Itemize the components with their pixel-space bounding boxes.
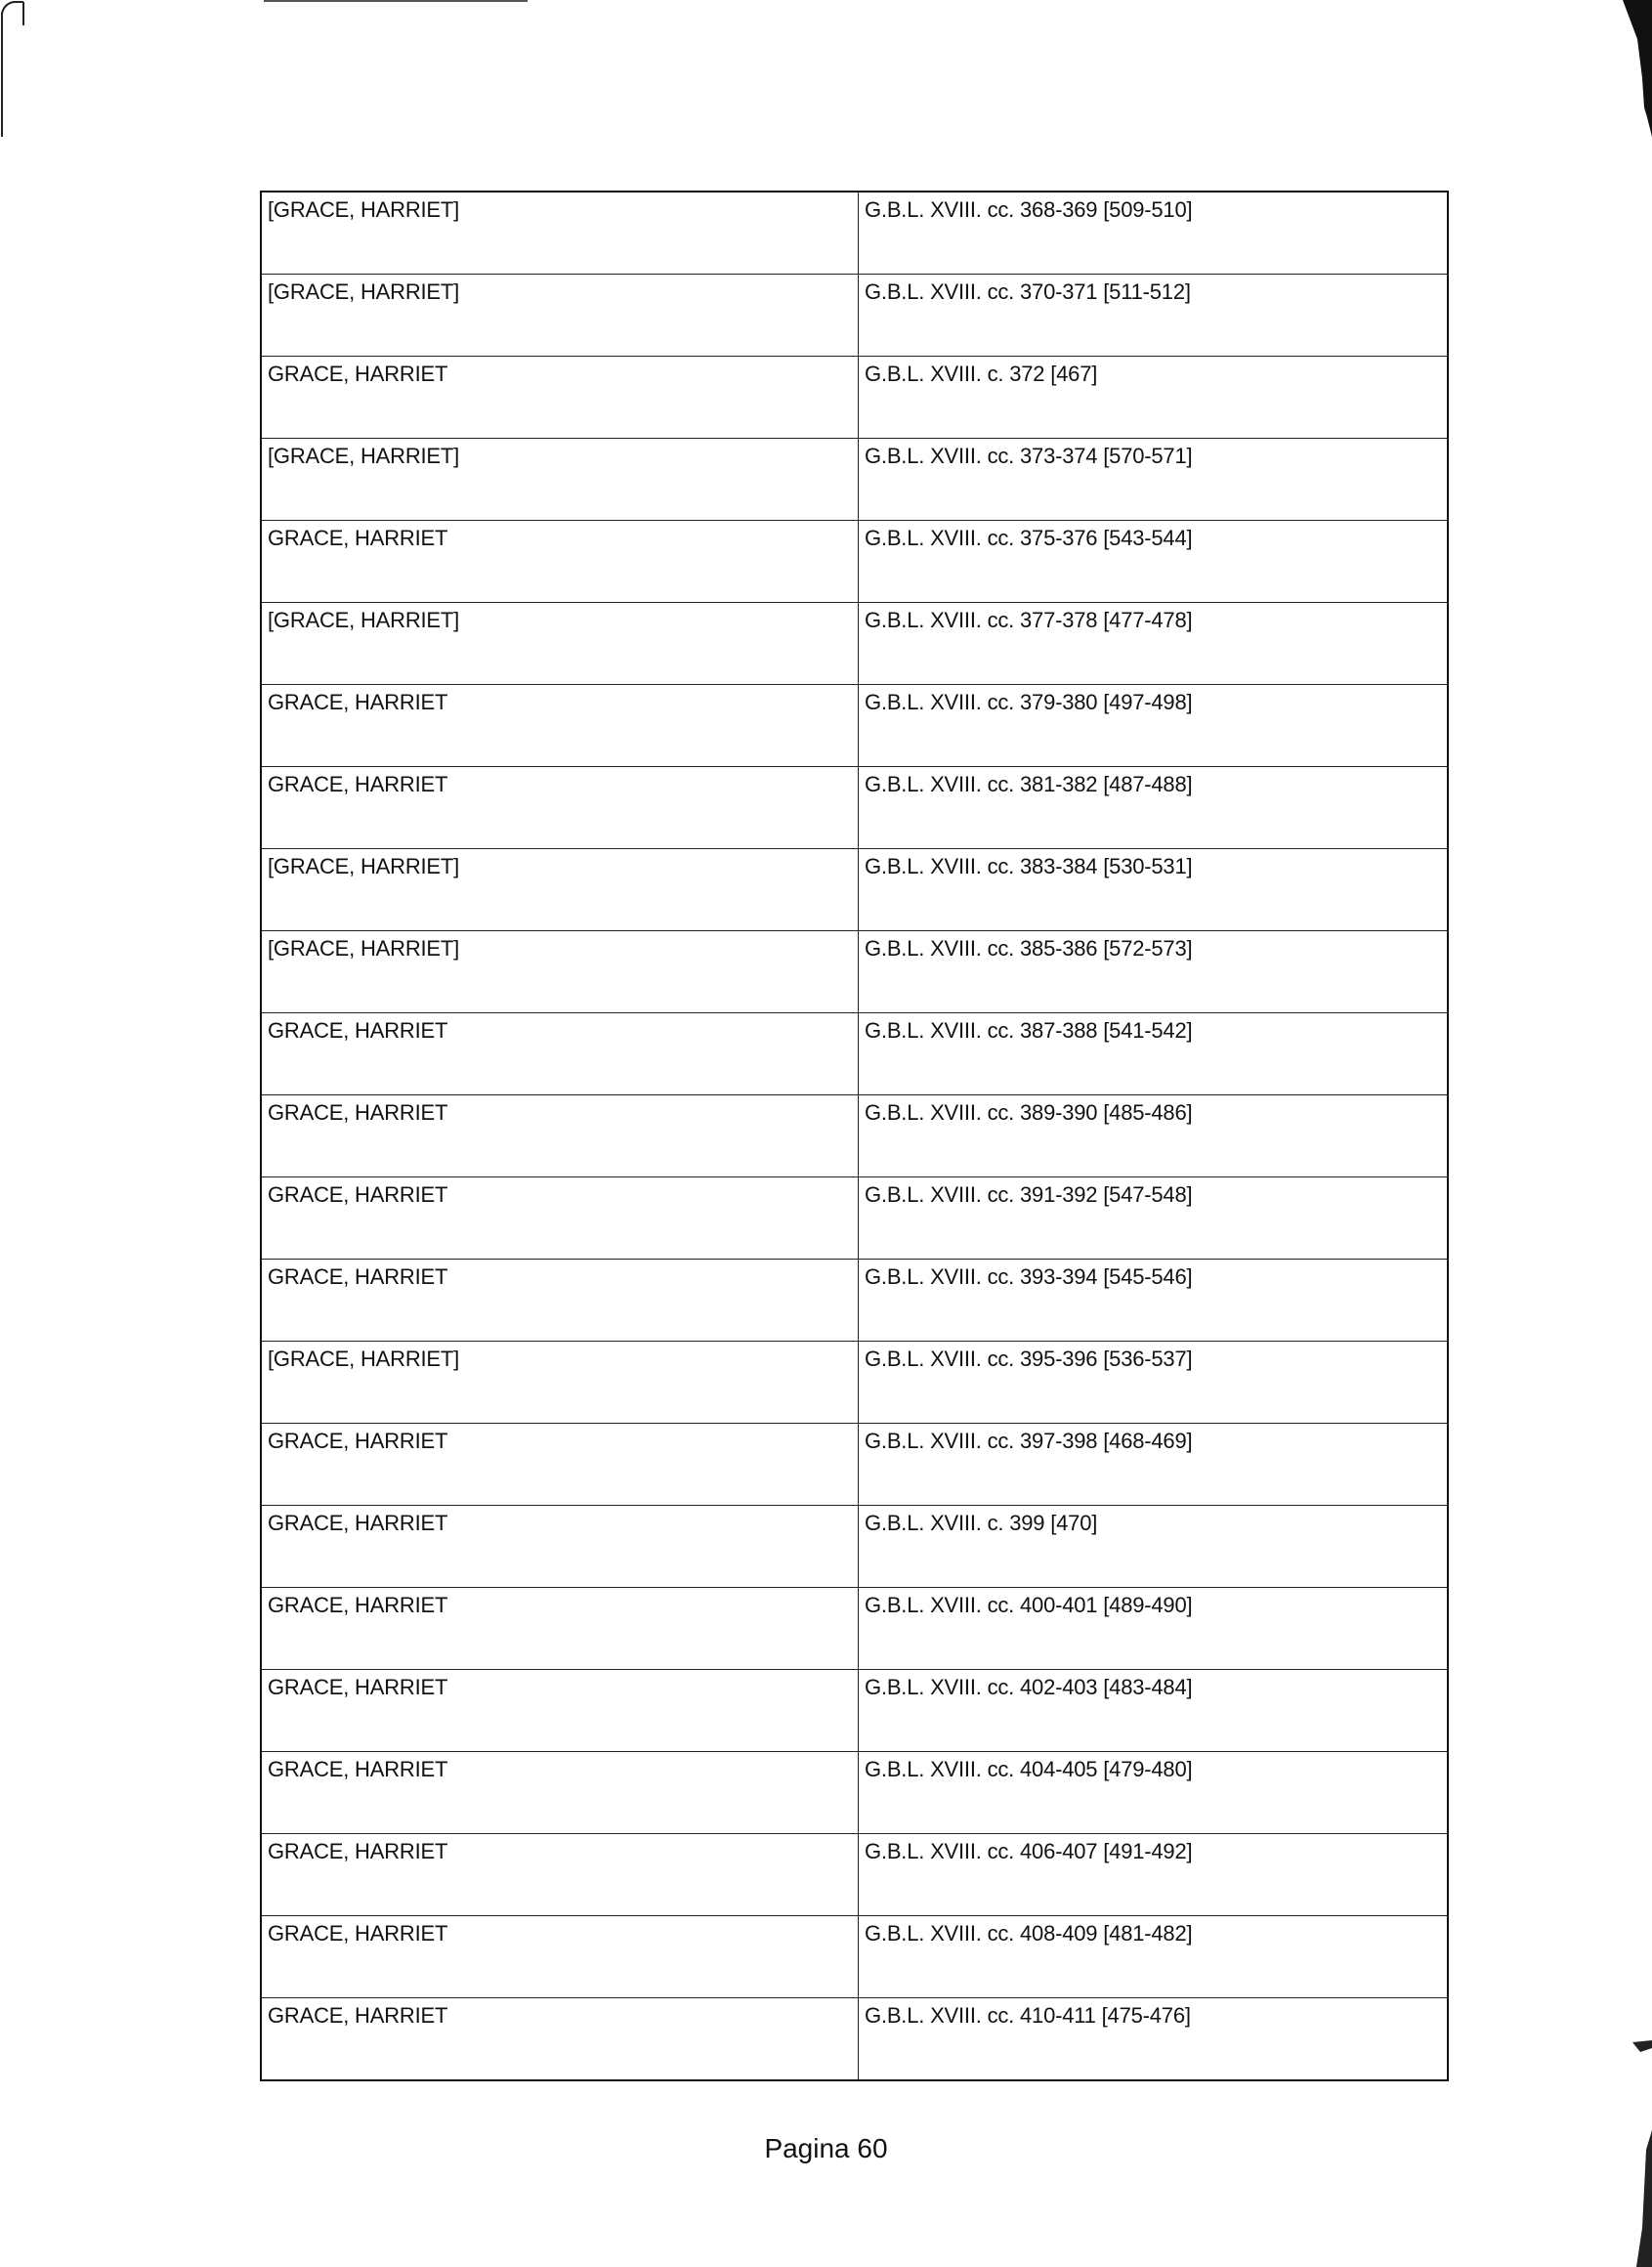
table-row (261, 521, 1448, 603)
table-row (261, 1670, 1448, 1752)
correspondent-name-cell: GRACE, HARRIET (261, 1424, 859, 1506)
table-row (261, 1013, 1448, 1095)
shelfmark-cell: G.B.L. XVIII. cc. 391-392 [547-548] (859, 1177, 1449, 1260)
shelfmark-cell: G.B.L. XVIII. c. 372 [467] (859, 357, 1449, 439)
correspondent-name-cell: GRACE, HARRIET (261, 685, 859, 767)
register-body (261, 192, 1448, 2080)
shelfmark-cell: G.B.L. XVIII. cc. 383-384 [530-531] (859, 849, 1449, 931)
table-row (261, 439, 1448, 521)
correspondent-name-cell: GRACE, HARRIET (261, 1260, 859, 1342)
correspondent-name-cell: GRACE, HARRIET (261, 1095, 859, 1177)
shelfmark-cell: G.B.L. XVIII. cc. 373-374 [570-571] (859, 439, 1449, 521)
table-row (261, 1095, 1448, 1177)
shelfmark-cell: G.B.L. XVIII. cc. 385-386 [572-573] (859, 931, 1449, 1013)
correspondent-name-cell: GRACE, HARRIET (261, 1752, 859, 1834)
correspondent-name-cell: GRACE, HARRIET (261, 521, 859, 603)
correspondent-name-cell: GRACE, HARRIET (261, 1670, 859, 1752)
shelfmark-cell: G.B.L. XVIII. cc. 379-380 [497-498] (859, 685, 1449, 767)
correspondent-name-cell: GRACE, HARRIET (261, 1998, 859, 2081)
table-row (261, 1834, 1448, 1916)
shelfmark-cell: G.B.L. XVIII. cc. 402-403 [483-484] (859, 1670, 1449, 1752)
table-row (261, 603, 1448, 685)
shelfmark-cell: G.B.L. XVIII. cc. 368-369 [509-510] (859, 192, 1449, 275)
table-row (261, 192, 1448, 275)
shelfmark-cell: G.B.L. XVIII. cc. 370-371 [511-512] (859, 275, 1449, 357)
correspondent-name-cell: [GRACE, HARRIET] (261, 931, 859, 1013)
shelfmark-cell: G.B.L. XVIII. cc. 393-394 [545-546] (859, 1260, 1449, 1342)
table-row (261, 767, 1448, 849)
correspondent-name-cell: GRACE, HARRIET (261, 1506, 859, 1588)
correspondent-name-cell: GRACE, HARRIET (261, 1588, 859, 1670)
shelfmark-cell: G.B.L. XVIII. cc. 404-405 [479-480] (859, 1752, 1449, 1834)
table-row (261, 1506, 1448, 1588)
shelfmark-cell: G.B.L. XVIII. cc. 397-398 [468-469] (859, 1424, 1449, 1506)
shelfmark-cell: G.B.L. XVIII. cc. 400-401 [489-490] (859, 1588, 1449, 1670)
shelfmark-cell: G.B.L. XVIII. cc. 381-382 [487-488] (859, 767, 1449, 849)
shelfmark-cell: G.B.L. XVIII. cc. 377-378 [477-478] (859, 603, 1449, 685)
register-table (260, 191, 1449, 2081)
scan-top-rule (264, 0, 528, 2)
shelfmark-cell: G.B.L. XVIII. cc. 410-411 [475-476] (859, 1998, 1449, 2081)
table-row (261, 685, 1448, 767)
shelfmark-cell: G.B.L. XVIII. cc. 395-396 [536-537] (859, 1342, 1449, 1424)
table-row (261, 849, 1448, 931)
correspondent-name-cell: [GRACE, HARRIET] (261, 849, 859, 931)
table-row (261, 1588, 1448, 1670)
shelfmark-cell: G.B.L. XVIII. cc. 387-388 [541-542] (859, 1013, 1449, 1095)
table-row (261, 1998, 1448, 2081)
shelfmark-cell: G.B.L. XVIII. cc. 406-407 [491-492] (859, 1834, 1449, 1916)
shelfmark-cell: G.B.L. XVIII. c. 399 [470] (859, 1506, 1449, 1588)
correspondent-name-cell: GRACE, HARRIET (261, 1013, 859, 1095)
correspondent-name-cell: [GRACE, HARRIET] (261, 275, 859, 357)
correspondent-name-cell: GRACE, HARRIET (261, 1177, 859, 1260)
correspondent-name-cell: [GRACE, HARRIET] (261, 603, 859, 685)
table-row (261, 1342, 1448, 1424)
table-row (261, 1177, 1448, 1260)
shelfmark-cell: G.B.L. XVIII. cc. 389-390 [485-486] (859, 1095, 1449, 1177)
table-row (261, 931, 1448, 1013)
correspondent-name-cell: GRACE, HARRIET (261, 767, 859, 849)
scan-binding-mark (0, 0, 39, 137)
table-row (261, 1752, 1448, 1834)
table-row (261, 275, 1448, 357)
correspondent-name-cell: [GRACE, HARRIET] (261, 1342, 859, 1424)
table-row (261, 357, 1448, 439)
correspondent-name-cell: [GRACE, HARRIET] (261, 192, 859, 275)
page-number: Pagina 60 (764, 2133, 888, 2163)
correspondent-name-cell: GRACE, HARRIET (261, 1916, 859, 1998)
correspondent-name-cell: [GRACE, HARRIET] (261, 439, 859, 521)
correspondent-name-cell: GRACE, HARRIET (261, 357, 859, 439)
table-row (261, 1424, 1448, 1506)
scan-edge-shadow (1603, 0, 1652, 2267)
shelfmark-cell: G.B.L. XVIII. cc. 408-409 [481-482] (859, 1916, 1449, 1998)
shelfmark-cell: G.B.L. XVIII. cc. 375-376 [543-544] (859, 521, 1449, 603)
table-row (261, 1260, 1448, 1342)
table-row (261, 1916, 1448, 1998)
correspondent-name-cell: GRACE, HARRIET (261, 1834, 859, 1916)
